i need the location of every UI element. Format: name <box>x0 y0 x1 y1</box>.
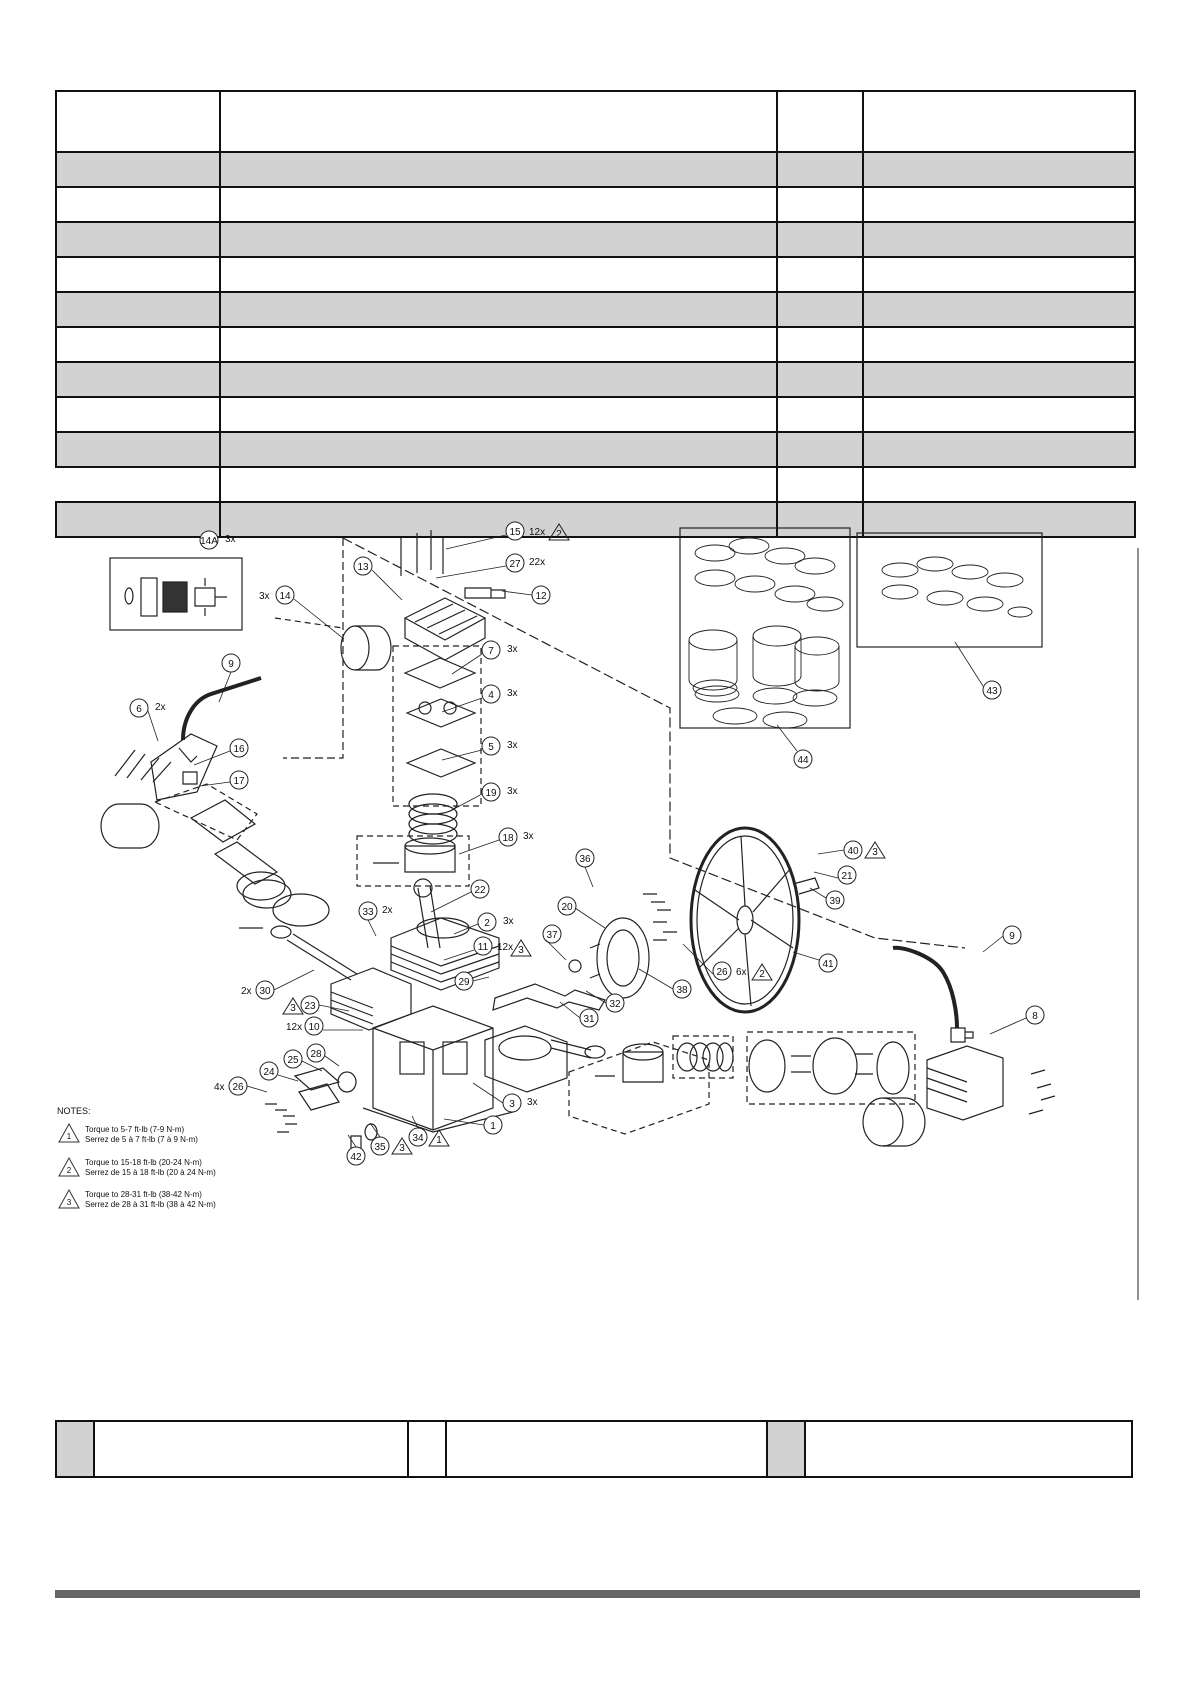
callout-44 <box>794 750 812 768</box>
svg-text:3x: 3x <box>503 916 514 927</box>
svg-text:3x: 3x <box>507 644 518 655</box>
callout-6 <box>130 699 166 717</box>
legend-swatch <box>56 1421 94 1477</box>
svg-text:12x: 12x <box>497 942 514 953</box>
svg-text:23: 23 <box>304 1001 316 1012</box>
callout-12 <box>532 586 550 604</box>
footer-bar <box>55 1590 1140 1598</box>
svg-text:3: 3 <box>399 1143 405 1154</box>
svg-text:26: 26 <box>716 967 728 978</box>
svg-text:2x: 2x <box>382 905 393 916</box>
callout-13 <box>354 557 372 575</box>
callout-29 <box>455 972 473 990</box>
svg-text:28: 28 <box>310 1049 322 1060</box>
svg-text:27: 27 <box>509 559 521 570</box>
svg-text:30: 30 <box>259 986 271 997</box>
svg-text:22: 22 <box>474 885 486 896</box>
callout-20 <box>558 897 576 915</box>
svg-text:13: 13 <box>357 562 369 573</box>
callout-37 <box>543 925 561 943</box>
exploded-parts-diagram <box>55 527 1140 1300</box>
svg-text:3: 3 <box>66 1198 72 1207</box>
svg-text:7: 7 <box>488 646 494 657</box>
table-row <box>56 152 1135 187</box>
callout-14 <box>259 586 294 604</box>
table-row <box>56 187 1135 222</box>
svg-text:32: 32 <box>609 999 621 1010</box>
callout-35 <box>371 1137 412 1155</box>
callout-18 <box>499 828 534 846</box>
table-row <box>56 502 1135 537</box>
svg-text:14A: 14A <box>200 536 218 547</box>
table-row <box>56 327 1135 362</box>
table-row <box>56 222 1135 257</box>
callout-19 <box>482 783 518 801</box>
callout-4 <box>482 685 518 703</box>
svg-text:25: 25 <box>287 1055 299 1066</box>
svg-text:3x: 3x <box>507 740 518 751</box>
svg-text:24: 24 <box>263 1067 275 1078</box>
svg-text:43: 43 <box>986 686 998 697</box>
callout-28 <box>307 1044 325 1062</box>
svg-text:35: 35 <box>374 1142 386 1153</box>
callout-40 <box>844 841 885 859</box>
svg-text:8: 8 <box>1032 1011 1038 1022</box>
callout-8 <box>1026 1006 1044 1024</box>
svg-text:15: 15 <box>509 527 521 538</box>
svg-text:Torque to 5-7 ft-lb (7-9 N-m): Torque to 5-7 ft-lb (7-9 N-m) <box>85 1125 185 1134</box>
callout-16 <box>230 739 248 757</box>
table-header-row <box>56 91 1135 152</box>
svg-text:42: 42 <box>350 1152 362 1163</box>
callout-27 <box>506 554 545 572</box>
svg-text:33: 33 <box>362 907 374 918</box>
callout-10 <box>286 1017 323 1035</box>
svg-text:5: 5 <box>488 742 494 753</box>
table-row <box>56 467 1135 502</box>
legend-cell <box>94 1421 408 1477</box>
svg-text:1: 1 <box>436 1135 442 1146</box>
callout-24 <box>260 1062 278 1080</box>
svg-text:2x: 2x <box>241 986 252 997</box>
callout-32 <box>606 994 624 1012</box>
svg-text:3: 3 <box>509 1099 515 1110</box>
svg-text:3: 3 <box>518 945 524 956</box>
callout-39 <box>826 891 844 909</box>
callout-43 <box>983 681 1001 699</box>
header-cell <box>863 91 1136 152</box>
svg-text:22x: 22x <box>529 557 546 568</box>
svg-text:3x: 3x <box>523 831 534 842</box>
callout-5 <box>482 737 518 755</box>
svg-text:36: 36 <box>579 854 591 865</box>
svg-text:6x: 6x <box>736 967 747 978</box>
callout-7 <box>482 641 518 659</box>
callout-42 <box>347 1147 365 1165</box>
header-cell <box>777 91 862 152</box>
callout-9b <box>1003 926 1021 944</box>
legend-cell <box>446 1421 767 1477</box>
callout-31 <box>580 1009 598 1027</box>
svg-text:11: 11 <box>477 942 489 953</box>
svg-text:21: 21 <box>841 871 853 882</box>
svg-text:2: 2 <box>759 969 765 980</box>
svg-text:Serrez de 15 à 18 ft-lb (20 à: Serrez de 15 à 18 ft-lb (20 à 24 N-m) <box>85 1168 216 1177</box>
svg-text:19: 19 <box>485 788 497 799</box>
notes-title: NOTES: <box>57 1106 91 1116</box>
svg-text:Serrez de 5 à 7 ft-lb (7 à 9 N: Serrez de 5 à 7 ft-lb (7 à 9 N-m) <box>85 1135 198 1144</box>
svg-text:9: 9 <box>228 659 234 670</box>
callout-26a <box>713 962 772 980</box>
svg-text:2: 2 <box>66 1166 72 1175</box>
svg-text:34: 34 <box>412 1133 424 1144</box>
callout-9 <box>222 654 240 672</box>
callout-41 <box>819 954 837 972</box>
callout-1 <box>484 1116 502 1134</box>
svg-text:2: 2 <box>556 529 562 540</box>
callout-21 <box>838 866 856 884</box>
svg-text:3x: 3x <box>507 786 518 797</box>
callout-3 <box>503 1094 538 1112</box>
callout-23 <box>283 996 319 1014</box>
callout-38 <box>673 980 691 998</box>
svg-text:2x: 2x <box>155 702 166 713</box>
svg-text:18: 18 <box>502 833 514 844</box>
svg-text:3: 3 <box>290 1003 296 1014</box>
svg-text:3x: 3x <box>507 688 518 699</box>
svg-text:14: 14 <box>279 591 291 602</box>
svg-text:17: 17 <box>233 776 245 787</box>
svg-text:37: 37 <box>546 930 558 941</box>
table-row <box>56 432 1135 467</box>
svg-text:3: 3 <box>872 847 878 858</box>
table-row <box>56 292 1135 327</box>
svg-text:4x: 4x <box>214 1082 225 1093</box>
table-row <box>56 362 1135 397</box>
svg-text:2: 2 <box>484 918 490 929</box>
svg-text:44: 44 <box>797 755 809 766</box>
svg-text:20: 20 <box>561 902 573 913</box>
svg-text:3x: 3x <box>225 534 236 545</box>
svg-text:38: 38 <box>676 985 688 996</box>
table-row <box>56 397 1135 432</box>
legend-cell <box>805 1421 1132 1477</box>
svg-text:6: 6 <box>136 704 142 715</box>
callout-25 <box>284 1050 302 1068</box>
callout-2 <box>478 913 514 931</box>
svg-text:29: 29 <box>458 977 470 988</box>
svg-text:39: 39 <box>829 896 841 907</box>
svg-text:Torque to 28-31 ft-lb (38-42 N: Torque to 28-31 ft-lb (38-42 N-m) <box>85 1190 202 1199</box>
table-row <box>56 257 1135 292</box>
legend-table <box>55 1420 1133 1478</box>
legend-swatch <box>408 1421 446 1477</box>
svg-text:12: 12 <box>535 591 547 602</box>
callout-26b <box>214 1077 247 1095</box>
svg-text:16: 16 <box>233 744 245 755</box>
callout-36 <box>576 849 594 867</box>
svg-text:31: 31 <box>583 1014 595 1025</box>
header-cell <box>56 91 220 152</box>
svg-text:1: 1 <box>66 1132 72 1141</box>
legend-swatch <box>767 1421 805 1477</box>
svg-text:Serrez de 28 à 31 ft-lb (38 à: Serrez de 28 à 31 ft-lb (38 à 42 N-m) <box>85 1200 216 1209</box>
svg-text:40: 40 <box>847 846 859 857</box>
svg-text:3x: 3x <box>527 1097 538 1108</box>
svg-text:26: 26 <box>232 1082 244 1093</box>
svg-text:Torque to 15-18 ft-lb (20-24 N: Torque to 15-18 ft-lb (20-24 N-m) <box>85 1158 202 1167</box>
callout-30 <box>241 981 274 999</box>
svg-text:12x: 12x <box>529 527 546 538</box>
svg-text:1: 1 <box>490 1121 496 1132</box>
parts-table <box>55 90 1136 538</box>
notes-block <box>57 1106 216 1209</box>
callout-33 <box>359 902 393 920</box>
svg-text:12x: 12x <box>286 1022 303 1033</box>
svg-text:41: 41 <box>822 959 834 970</box>
svg-text:4: 4 <box>488 690 494 701</box>
callout-11 <box>474 937 531 956</box>
svg-text:9: 9 <box>1009 931 1015 942</box>
header-cell <box>220 91 777 152</box>
svg-text:10: 10 <box>308 1022 320 1033</box>
callout-22 <box>471 880 489 898</box>
callout-17 <box>230 771 248 789</box>
svg-text:3x: 3x <box>259 591 270 602</box>
